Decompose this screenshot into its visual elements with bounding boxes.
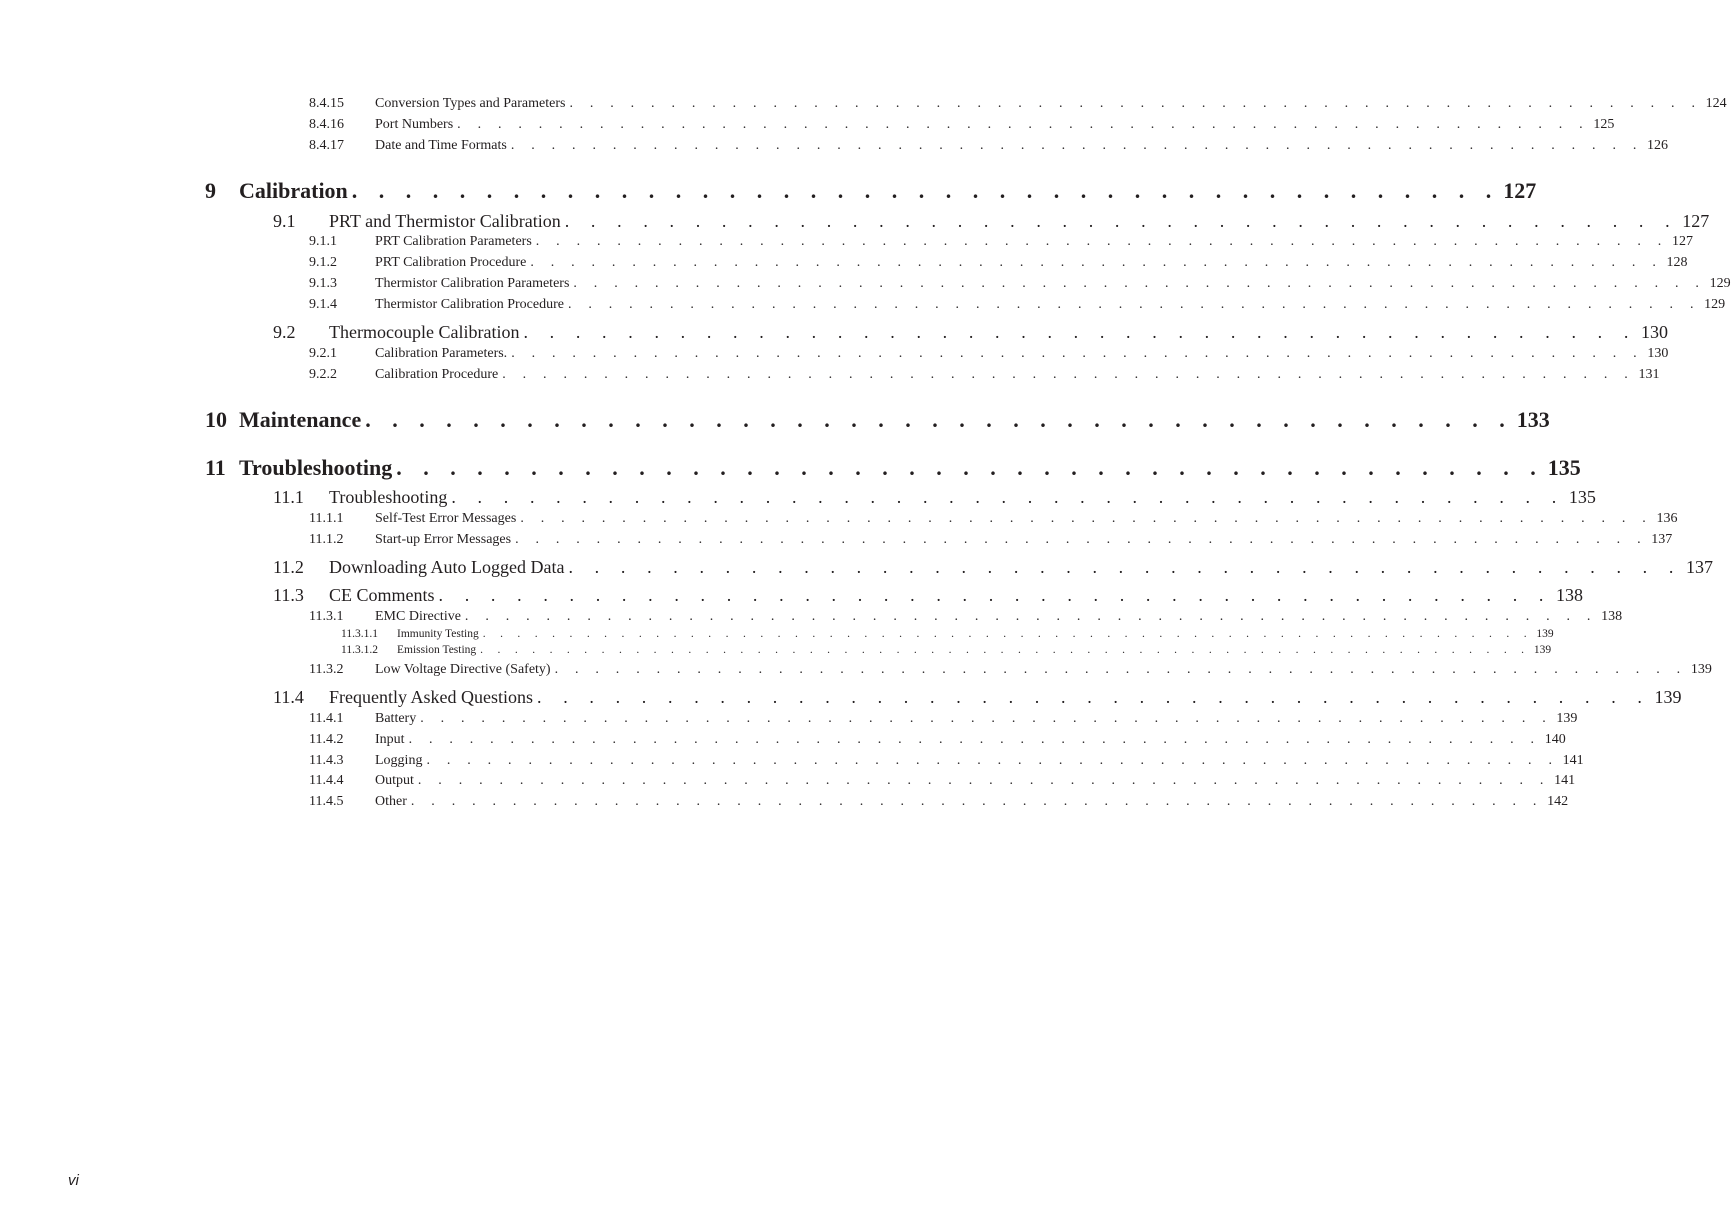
entry-title: EMC Directive xyxy=(375,609,461,624)
dot-leader: . . . . . . . . . . . . . . . . . . . . . . . . . . . . . . . . . . . . . . . . . . . xyxy=(568,557,1682,577)
toc-entry[interactable] xyxy=(309,234,1693,250)
entry-number: 11.1.1 xyxy=(309,511,344,526)
dot-leader: . . . . . . . . . . . . . . . . . . . . . . . . . . . . . . . . . . . . . . . . . . . . . . . . . . . . . . . . xyxy=(567,297,1701,312)
section-title: PRT and Thermistor Calibration xyxy=(329,211,561,231)
entry-title: Low Voltage Directive (Safety) xyxy=(375,662,551,677)
chapter-number: 10 xyxy=(205,407,227,432)
entry-title: Output xyxy=(375,773,414,788)
toc-section[interactable] xyxy=(273,557,1713,578)
section-page: 138 xyxy=(1556,585,1584,605)
toc-entry[interactable] xyxy=(309,367,1660,383)
section-title: Thermocouple Calibration xyxy=(329,322,520,342)
chapter-number: 11 xyxy=(205,455,226,480)
dot-leader: . . . . . . . . . . . . . . . . . . . . . . . . . . . . . . . . . . . . . . . . . . . xyxy=(396,455,1544,480)
entry-page: 139 xyxy=(1690,662,1712,677)
entry-page: 137 xyxy=(1651,532,1673,547)
entry-title: PRT Calibration Procedure xyxy=(375,255,527,270)
entry-title: Calibration Procedure xyxy=(375,367,499,382)
subentry-title: Emission Testing xyxy=(397,644,477,656)
dot-leader: . . . . . . . . . . . . . . . . . . . . . . . . . . . . . . . . . . . . . . . . . . . xyxy=(451,487,1565,507)
toc-entry[interactable] xyxy=(309,255,1688,271)
page-number: vi xyxy=(68,1172,79,1189)
toc-chapter[interactable] xyxy=(205,407,1550,433)
dot-leader: . . . . . . . . . . . . . . . . . . . . . . . . . . . . . . . . . . . . . . . . . . . . . . . . . . . . . . . . xyxy=(573,276,1706,291)
toc-entry[interactable] xyxy=(309,276,1731,292)
entry-number: 9.1.3 xyxy=(309,276,337,291)
dot-leader: . . . . . . . . . . . . . . . . . . . . . . . . . . . . . . . . . . . . . . . . . . . xyxy=(438,585,1553,605)
entry-title: PRT Calibration Parameters xyxy=(375,234,532,249)
entry-number: 11.4.5 xyxy=(309,794,344,809)
dot-leader: . . . . . . . . . . . . . . . . . . . . . . . . . . . . . . . . . . . . . . . . . . . . . . . . . . . . . . . . xyxy=(464,609,1598,624)
entry-number: 11.3.1 xyxy=(309,609,344,624)
toc-section[interactable] xyxy=(273,322,1668,343)
dot-leader: . . . . . . . . . . . . . . . . . . . . . . . . . . . . . . . . . . . . . . . . . . . xyxy=(564,211,1679,231)
toc-section[interactable] xyxy=(273,211,1710,232)
toc-entry[interactable] xyxy=(309,753,1584,769)
subentry-page: 139 xyxy=(1536,628,1554,640)
section-number: 11.3 xyxy=(273,585,304,605)
subentry-page: 139 xyxy=(1533,644,1552,656)
entry-title: Calibration Parameters. xyxy=(375,346,508,361)
toc-entry[interactable] xyxy=(309,732,1566,748)
entry-title: Port Numbers xyxy=(375,117,454,132)
dot-leader: . . . . . . . . . . . . . . . . . . . . . . . . . . . . . . . . . . . . . . . . . . . . . . . . . . . . . . . . xyxy=(457,117,1590,132)
entry-page: 139 xyxy=(1556,711,1578,726)
section-page: 130 xyxy=(1640,322,1668,342)
subentry-title: Immunity Testing xyxy=(397,628,479,640)
entry-page: 131 xyxy=(1638,367,1660,382)
entry-page: 129 xyxy=(1709,276,1731,291)
entry-title: Battery xyxy=(375,711,417,726)
toc-section[interactable] xyxy=(273,585,1584,606)
entry-number: 11.4.3 xyxy=(309,753,344,768)
section-number: 11.1 xyxy=(273,487,304,507)
entry-page: 126 xyxy=(1647,138,1669,153)
subentry-number: 11.3.1.2 xyxy=(341,644,378,656)
chapter-title: Calibration xyxy=(239,178,348,203)
toc-entry[interactable] xyxy=(309,662,1712,678)
entry-number: 8.4.17 xyxy=(309,138,344,153)
dot-leader: . . . . . . . . . . . . . . . . . . . . . . . . . . . . . . . . . . . . . . . . . . . . . . . . . . . . . . . . xyxy=(510,138,1644,153)
section-title: Frequently Asked Questions xyxy=(329,687,533,707)
dot-leader: . . . . . . . . . . . . . . . . . . . . . . . . . . . . . . . . . . . . . . . . . . . . . . . . . . . . . . . . . . . . . xyxy=(482,628,1533,640)
dot-leader: . . . . . . . . . . . . . . . . . . . . . . . . . . . . . . . . . . . . . . . . . . . xyxy=(351,178,1500,203)
toc-entry[interactable] xyxy=(309,297,1726,313)
entry-title: Conversion Types and Parameters xyxy=(375,96,566,111)
entry-page: 141 xyxy=(1562,753,1584,768)
section-page: 127 xyxy=(1682,211,1710,231)
toc-entry[interactable] xyxy=(309,609,1623,625)
entry-number: 11.4.4 xyxy=(309,773,344,788)
entry-title: Other xyxy=(375,794,407,809)
entry-number: 9.1.2 xyxy=(309,255,337,270)
subentry-number: 11.3.1.1 xyxy=(341,628,378,640)
section-page: 139 xyxy=(1654,687,1682,707)
entry-page: 136 xyxy=(1656,511,1678,526)
section-title: Downloading Auto Logged Data xyxy=(329,557,565,577)
section-number: 11.4 xyxy=(273,687,304,707)
entry-title: Date and Time Formats xyxy=(375,138,507,153)
dot-leader: . . . . . . . . . . . . . . . . . . . . . . . . . . . . . . . . . . . . . . . . . . . xyxy=(523,322,1637,342)
entry-number: 8.4.15 xyxy=(309,96,344,111)
entry-page: 124 xyxy=(1705,96,1727,111)
chapter-page: 133 xyxy=(1516,407,1550,432)
entry-number: 8.4.16 xyxy=(309,117,344,132)
dot-leader: . . . . . . . . . . . . . . . . . . . . . . . . . . . . . . . . . . . . . . . . . . . . . . . . . . . . . . . . xyxy=(530,255,1663,270)
entry-number: 9.1.1 xyxy=(309,234,337,249)
dot-leader: . . . . . . . . . . . . . . . . . . . . . . . . . . . . . . . . . . . . . . . . . . . . . . . . . . . . . . . . xyxy=(426,753,1559,768)
entry-number: 9.2.2 xyxy=(309,367,337,382)
dot-leader: . . . . . . . . . . . . . . . . . . . . . . . . . . . . . . . . . . . . . . . . . . . . . . . . . . . . . . . . xyxy=(535,234,1668,249)
entry-page: 125 xyxy=(1593,117,1615,132)
dot-leader: . . . . . . . . . . . . . . . . . . . . . . . . . . . . . . . . . . . . . . . . . . . xyxy=(537,687,1651,707)
toc-entry[interactable] xyxy=(309,711,1578,727)
toc-entry[interactable] xyxy=(309,794,1569,810)
dot-leader: . . . . . . . . . . . . . . . . . . . . . . . . . . . . . . . . . . . . . . . . . . . . . . . . . . . . . . . . . . . . . xyxy=(480,644,1530,656)
section-page: 135 xyxy=(1568,487,1596,507)
entry-page: 130 xyxy=(1647,346,1669,361)
toc-chapter[interactable] xyxy=(205,455,1581,481)
dot-leader: . . . . . . . . . . . . . . . . . . . . . . . . . . . . . . . . . . . . . . . . . . . . . . . . . . . . . . . . xyxy=(569,96,1702,111)
dot-leader: . . . . . . . . . . . . . . . . . . . . . . . . . . . . . . . . . . . . . . . . . . . . . . . . . . . . . . . . xyxy=(511,346,1644,361)
entry-number: 9.2.1 xyxy=(309,346,337,361)
dot-leader: . . . . . . . . . . . . . . . . . . . . . . . . . . . . . . . . . . . . . . . . . . . . . . . . . . . . . . . . xyxy=(420,711,1553,726)
entry-title: Thermistor Calibration Procedure xyxy=(375,297,564,312)
section-page: 137 xyxy=(1685,557,1713,577)
toc-entry[interactable] xyxy=(309,96,1727,112)
entry-title: Start-up Error Messages xyxy=(375,532,512,547)
entry-page: 141 xyxy=(1554,773,1576,788)
dot-leader: . . . . . . . . . . . . . . . . . . . . . . . . . . . . . . . . . . . . . . . . . . . . . . . . . . . . . . . . xyxy=(520,511,1653,526)
entry-page: 140 xyxy=(1544,732,1566,747)
entry-page: 142 xyxy=(1547,794,1569,809)
toc-entry[interactable] xyxy=(309,532,1673,548)
entry-number: 11.4.2 xyxy=(309,732,344,747)
entry-number: 9.1.4 xyxy=(309,297,337,312)
dot-leader: . . . . . . . . . . . . . . . . . . . . . . . . . . . . . . . . . . . . . . . . . . . xyxy=(365,407,1513,432)
chapter-page: 135 xyxy=(1547,455,1581,480)
entry-page: 138 xyxy=(1601,609,1623,624)
toc-subentry[interactable] xyxy=(341,628,1554,640)
section-number: 9.1 xyxy=(273,211,296,231)
toc-entry[interactable] xyxy=(309,138,1669,154)
dot-leader: . . . . . . . . . . . . . . . . . . . . . . . . . . . . . . . . . . . . . . . . . . . . . . . . . . . . . . . . xyxy=(410,794,1544,809)
chapter-number: 9 xyxy=(205,178,216,203)
toc-entry[interactable] xyxy=(309,511,1678,527)
entry-number: 11.4.1 xyxy=(309,711,344,726)
entry-number: 11.1.2 xyxy=(309,532,344,547)
entry-title: Self-Test Error Messages xyxy=(375,511,517,526)
chapter-title: Troubleshooting xyxy=(239,455,393,480)
section-number: 11.2 xyxy=(273,557,304,577)
chapter-page: 127 xyxy=(1503,178,1537,203)
dot-leader: . . . . . . . . . . . . . . . . . . . . . . . . . . . . . . . . . . . . . . . . . . . . . . . . . . . . . . . . xyxy=(408,732,1541,747)
entry-page: 129 xyxy=(1704,297,1726,312)
toc-entry[interactable] xyxy=(309,346,1669,362)
toc-section[interactable] xyxy=(273,687,1682,708)
section-title: CE Comments xyxy=(329,585,435,605)
toc-chapter[interactable] xyxy=(205,178,1537,204)
toc-section[interactable] xyxy=(273,487,1596,508)
entry-title: Input xyxy=(375,732,405,747)
section-title: Troubleshooting xyxy=(329,487,448,507)
entry-title: Thermistor Calibration Parameters xyxy=(375,276,570,291)
entry-page: 127 xyxy=(1671,234,1693,249)
entry-title: Logging xyxy=(375,753,423,768)
dot-leader: . . . . . . . . . . . . . . . . . . . . . . . . . . . . . . . . . . . . . . . . . . . . . . . . . . . . . . . . xyxy=(554,662,1687,677)
toc-entry[interactable] xyxy=(309,117,1615,133)
chapter-title: Maintenance xyxy=(239,407,362,432)
toc-entry[interactable] xyxy=(309,773,1576,789)
dot-leader: . . . . . . . . . . . . . . . . . . . . . . . . . . . . . . . . . . . . . . . . . . . . . . . . . . . . . . . . xyxy=(502,367,1635,382)
toc-subentry[interactable] xyxy=(341,644,1552,656)
dot-leader: . . . . . . . . . . . . . . . . . . . . . . . . . . . . . . . . . . . . . . . . . . . . . . . . . . . . . . . . xyxy=(515,532,1648,547)
section-number: 9.2 xyxy=(273,322,296,342)
entry-number: 11.3.2 xyxy=(309,662,344,677)
entry-page: 128 xyxy=(1666,255,1688,270)
dot-leader: . . . . . . . . . . . . . . . . . . . . . . . . . . . . . . . . . . . . . . . . . . . . . . . . . . . . . . . . xyxy=(417,773,1551,788)
